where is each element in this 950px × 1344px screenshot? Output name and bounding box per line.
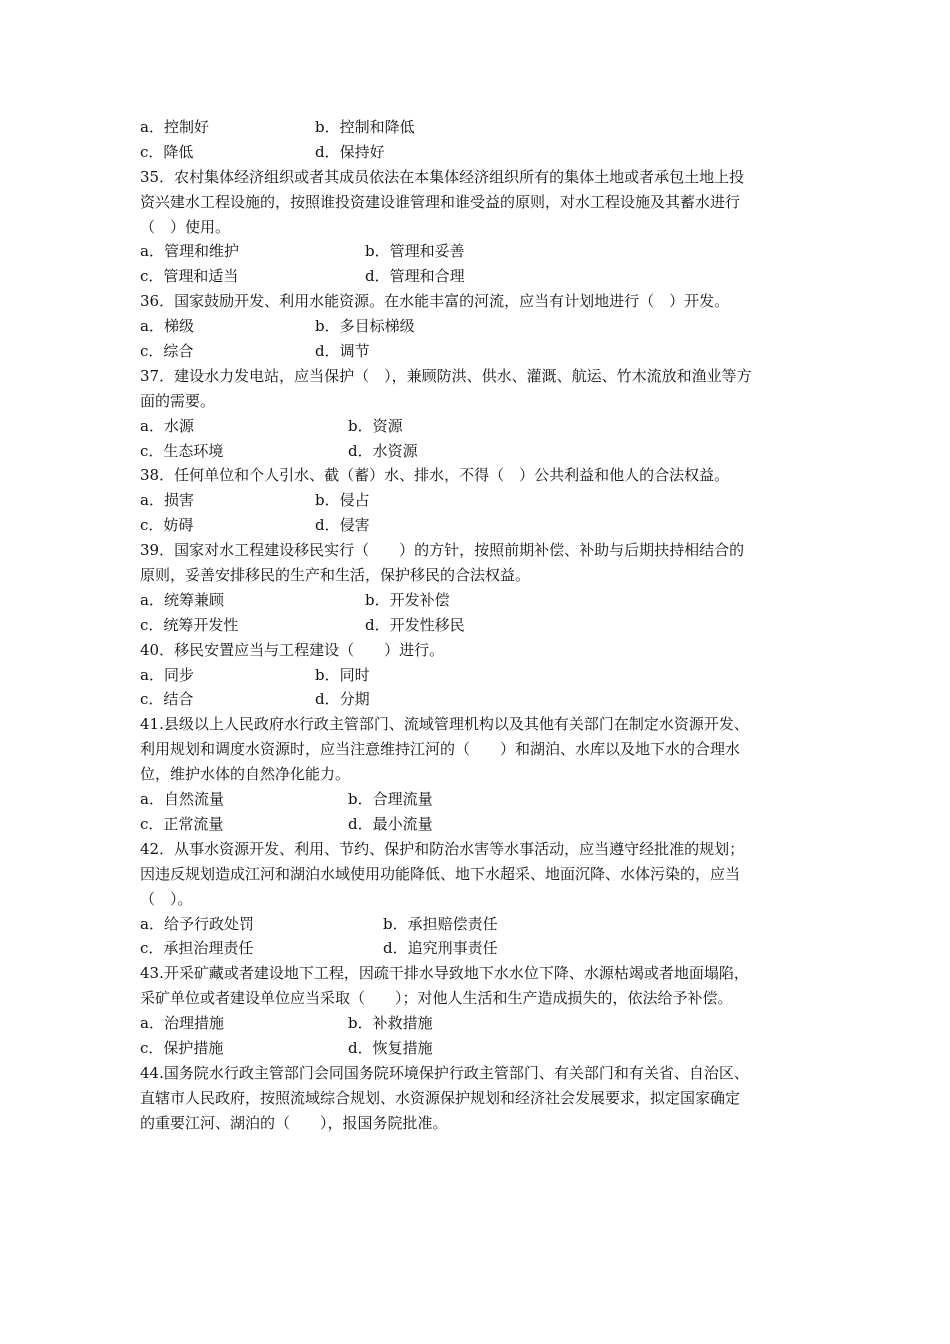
q43-text-line-1: 43.开采矿藏或者建设地下工程，因疏干排水导致地下水水位下降、水源枯竭或者地面塌陷， [140, 964, 749, 983]
q44-text-line-1: 44.国务院水行政主管部门会同国务院环境保护行政主管部门、有关部门和有关省、自治区、 [140, 1063, 749, 1082]
q41-text-line-1: 41.县级以上人民政府水行政主管部门、流域管理机构以及其他有关部门在制定水资源开发、 [140, 715, 749, 734]
q40-options-row-2 [140, 687, 812, 712]
q41-option-d: d．最小流量 [348, 814, 433, 833]
q40-option-c: c．结合 [140, 690, 194, 709]
q34-option-a: a．控制好 [140, 118, 209, 136]
q36-option-b: b．多目标梯级 [315, 317, 415, 336]
q40-option-a: a．同步 [140, 665, 194, 684]
q43-text-line-2: 采矿单位或者建设单位应当采取（ ）；对他人生活和生产造成损失的，依法给予补偿。 [140, 989, 733, 1008]
q35-options-row-1 [140, 239, 812, 264]
q42-options-row-1 [140, 912, 812, 937]
q41-text-line-3: 位，维护水体的自然净化能力。 [140, 765, 351, 784]
q40-options-row-1 [140, 663, 812, 688]
q41-options-row-1 [140, 787, 812, 812]
q37-text-line-1: 37．建设水力发电站，应当保护（ ），兼顾防洪、供水、灌溉、航运、竹木流放和渔业等方 [140, 366, 752, 385]
q37-options-row-2 [140, 439, 812, 464]
q35-option-d: d．管理和合理 [365, 267, 465, 286]
q35-text-line-3: （ ）使用。 [140, 217, 231, 236]
q42-text-line-1: 42．从事水资源开发、利用、节约、保护和防治水害等水事活动，应当遵守经批准的规划； [140, 839, 745, 858]
q36-options-row-1 [140, 314, 812, 339]
q37-option-b: b．资源 [348, 416, 403, 435]
q34-options-row-2 [140, 140, 812, 165]
q41-option-b: b．合理流量 [348, 790, 433, 809]
q43-options-row-2 [140, 1036, 812, 1061]
q39-text-line-1: 39．国家对水工程建设移民实行（ ）的方针，按照前期补偿、补助与后期扶持相结合的 [140, 541, 745, 560]
q43-option-a: a．治理措施 [140, 1014, 224, 1033]
q38-option-b: b．侵占 [315, 491, 370, 510]
q39-option-b: b．开发补偿 [365, 590, 450, 609]
q34-option-c: c．降低 [140, 142, 194, 161]
q41-text-line-2: 利用规划和调度水资源时，应当注意维持江河的（ ）和湖泊、水库以及地下水的合理水 [140, 740, 741, 759]
q38-option-d: d．侵害 [315, 516, 370, 535]
q43-option-c: c．保护措施 [140, 1038, 224, 1057]
q39-option-a: a．统筹兼顾 [140, 590, 224, 609]
q35-options-row-2 [140, 264, 812, 289]
q37-option-c: c．生态环境 [140, 441, 224, 460]
q39-option-c: c．统筹开发性 [140, 615, 239, 634]
q35-option-b: b．管理和妥善 [365, 242, 465, 261]
q39-options-row-2 [140, 613, 812, 638]
q37-option-a: a．水源 [140, 416, 194, 435]
q38-options-row-2 [140, 513, 812, 538]
q42-option-d: d．追究刑事责任 [383, 939, 498, 958]
q40-option-b: b．同时 [315, 665, 370, 684]
q36-option-d: d．调节 [315, 342, 370, 361]
q41-options-row-2 [140, 812, 812, 837]
q43-option-b: b．补救措施 [348, 1014, 433, 1033]
q39-text-line-2: 原则，妥善安排移民的生产和生活，保护移民的合法权益。 [140, 566, 531, 585]
q41-option-c: c．正常流量 [140, 814, 224, 833]
q41-option-a: a．自然流量 [140, 790, 224, 809]
q37-options-row-1 [140, 414, 812, 439]
q44-text-line-2: 直辖市人民政府，按照流域综合规划、水资源保护规划和经济社会发展要求，拟定国家确定 [140, 1088, 741, 1107]
q43-options-row-1 [140, 1011, 812, 1036]
q36-option-c: c．综合 [140, 342, 194, 361]
q39-options-row-1 [140, 588, 812, 613]
q37-text-line-2: 面的需要。 [140, 391, 216, 410]
q40-option-d: d．分期 [315, 690, 370, 709]
q36-text-line-1: 36．国家鼓励开发、利用水能资源。在水能丰富的河流，应当有计划地进行（ ）开发。 [140, 292, 730, 311]
q43-option-d: d．恢复措施 [348, 1038, 433, 1057]
q38-option-c: c．妨碍 [140, 516, 194, 535]
q44-text-line-3: 的重要江河、湖泊的（ ），报国务院批准。 [140, 1113, 448, 1132]
q36-options-row-2 [140, 339, 812, 364]
q35-text-line-1: 35．农村集体经济组织或者其成员依法在本集体经济组织所有的集体土地或者承包土地上投 [140, 167, 745, 186]
q35-text-line-2: 资兴建水工程设施的，按照谁投资建设谁管理和谁受益的原则，对水工程设施及其蓄水进行 [140, 192, 741, 211]
q38-option-a: a．损害 [140, 491, 194, 510]
q34-option-b: b．控制和降低 [315, 118, 415, 136]
document-page [140, 115, 812, 1136]
q36-option-a: a．梯级 [140, 317, 194, 336]
q38-text-line-1: 38．任何单位和个人引水、截（蓄）水、排水，不得（ ）公共利益和他人的合法权益。 [140, 466, 730, 485]
q38-options-row-1 [140, 488, 812, 513]
q42-text-line-2: 因违反规划造成江河和湖泊水域使用功能降低、地下水超采、地面沉降、水体污染的，应当 [140, 864, 741, 883]
q35-option-c: c．管理和适当 [140, 267, 239, 286]
q35-option-a: a．管理和维护 [140, 242, 239, 261]
q42-option-a: a．给予行政处罚 [140, 914, 254, 933]
q39-option-d: d．开发性移民 [365, 615, 465, 634]
q34-options-row-1 [140, 115, 812, 140]
q42-option-b: b．承担赔偿责任 [383, 914, 498, 933]
q42-option-c: c．承担治理责任 [140, 939, 254, 958]
q40-text-line-1: 40．移民安置应当与工程建设（ ）进行。 [140, 640, 445, 659]
q37-option-d: d．水资源 [348, 441, 418, 460]
q34-option-d: d．保持好 [315, 142, 385, 161]
q42-text-line-3: （ ）。 [140, 889, 193, 908]
q42-options-row-2 [140, 936, 812, 961]
